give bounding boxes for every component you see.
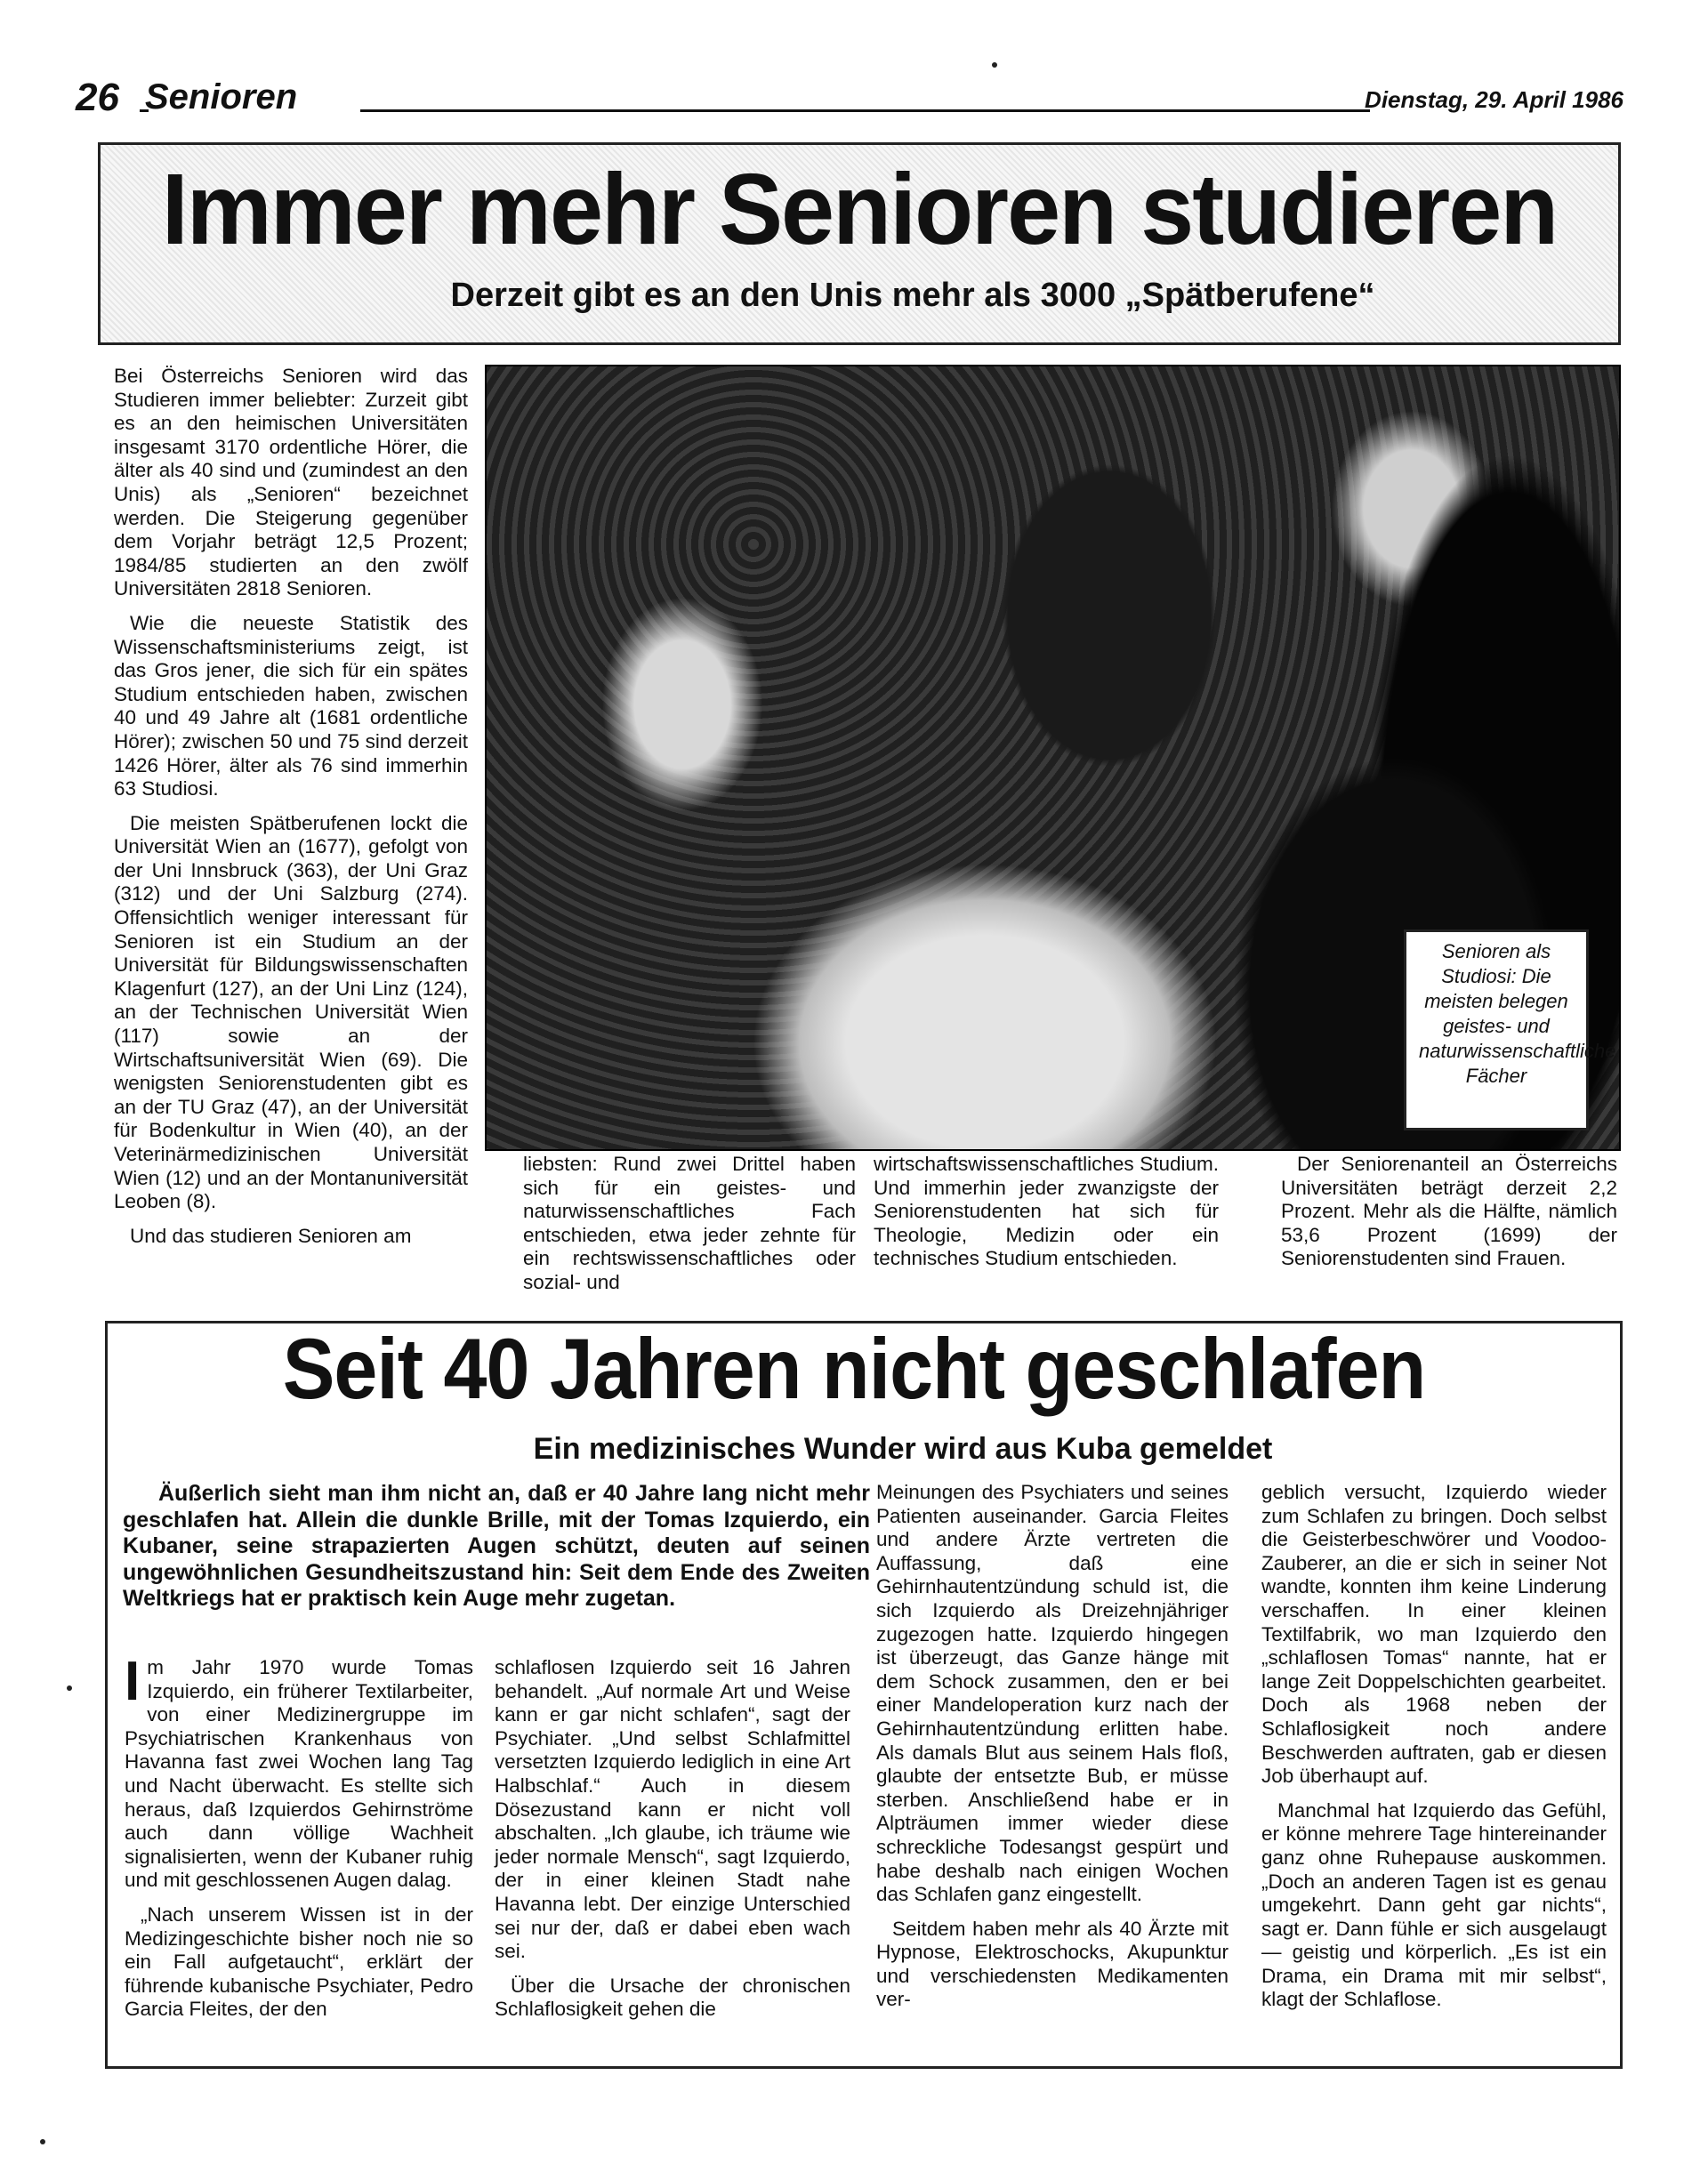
article2-paragraph: schlaflosen Izquierdo seit 16 Jahren behandelt. „Auf normale Art und Weise kann er gar nicht schlafen“, sagt der Psychiater. „Und selbst Schlafmittel versetzten Izquierdo lediglich in eine Art Halbschlaf.“ Auch in diesem Dösezustand kann er nicht voll abschalten. „Ich glaube, ich träume wie jeder normale Mensch“, sagt Izquierdo, der in einer kleinen Stadt nahe Havanna lebt. Der einzige Unterschied sei nur der, daß er dabei eben wach sei. bbox=[495, 1656, 850, 1963]
article2-lead: Äußerlich sieht man ihm nicht an, daß er 40 Jahre lang nicht mehr geschlafen hat. Allein die dunkle Brille, mit der Tomas Izquierdo, ein Kubaner, seine strapazierten Augen schützt, deuten auf seinen ungewöhnlichen Gesundheitszustand hin: Seit dem Ende des Zweiten Weltkriegs hat er praktisch kein Auge mehr zugetan. bbox=[123, 1481, 870, 1611]
article1-column-3 bbox=[874, 1153, 1219, 1282]
article2-column-3 bbox=[876, 1481, 1229, 2023]
scan-speck bbox=[67, 1685, 72, 1691]
article2-paragraph: Über die Ursache der chronischen Schlaflosigkeit gehen die bbox=[495, 1974, 850, 2021]
article1-column-2 bbox=[523, 1153, 856, 1306]
page-header bbox=[76, 76, 1623, 120]
article1-column-4 bbox=[1281, 1153, 1617, 1282]
article1-paragraph: Der Seniorenanteil an Österreichs Universitäten beträgt derzeit 2,2 Prozent. Mehr als die Hälfte, nämlich 53,6 Prozent (1699) der Seniorenstudenten sind Frauen. bbox=[1281, 1153, 1617, 1270]
headline-box bbox=[98, 142, 1621, 345]
article1-paragraph: Und das studieren Senioren am bbox=[130, 1224, 412, 1247]
article2-column-4 bbox=[1261, 1481, 1607, 2023]
article2-column-2 bbox=[495, 1656, 850, 2032]
article2-headline: Seit 40 Jahren nicht geschlafen bbox=[282, 1320, 1426, 1417]
header-rule bbox=[360, 109, 1370, 112]
article1-paragraph: Wie die neueste Statistik des Wissenschaftsministeriums zeigt, ist das Gros jener, die sich für ein spätes Studium entschieden haben, zwischen 40 und 49 Jahre alt (1681 ordentliche Hörer); zwischen 50 und 75 sind derzeit 1426 Hörer, älter als 76 sind immerhin 63 Studiosi. bbox=[114, 611, 468, 800]
photo-caption bbox=[1404, 929, 1616, 1130]
article1-headline: Immer mehr Senioren studieren bbox=[161, 151, 1558, 265]
article1-paragraph: liebsten: Rund zwei Drittel haben sich für ein geistes- und naturwissenschaftliches Fach entschieden, etwa jeder zehnte für ein rechtswissenschaftliches oder sozial- und bbox=[523, 1153, 856, 1293]
scan-speck bbox=[992, 62, 997, 68]
drop-cap: I bbox=[125, 1651, 141, 1712]
article2-paragraph: „Nach unserem Wissen ist in der Medizingeschichte bisher noch nie so ein Fall aufgetaucht“, erklärt der führende kubanische Psychiater, Pedro Garcia Fleites, der den bbox=[125, 1903, 473, 2021]
article2-paragraph: Seitdem haben mehr als 40 Ärzte mit Hypnose, Elektroschocks, Akupunktur und verschiedensten Medikamenten ver- bbox=[876, 1917, 1229, 2011]
article2-paragraph bbox=[125, 1651, 473, 1893]
photo-caption-text: Senioren als Studiosi: Die meisten belegen geistes- und naturwissenschaftliche Fächer bbox=[1419, 940, 1616, 1087]
article2-column-1 bbox=[125, 1651, 473, 2032]
section-title: Senioren bbox=[145, 77, 298, 117]
article2-paragraph: Meinungen des Psychiaters und seines Patienten auseinander. Garcia Fleites und andere Ärzte vertreten die Auffassung, daß eine Gehirnhautentzündung schuld ist, die sich Izquierdo als Dreizehnjähriger zugezogen hatte. Izquierdo hingegen ist überzeugt, das Ganze hänge mit dem Schock zusammen, den er bei einer Mandeloperation kurz nach der Gehirnhautentzündung erlitten habe. Als damals Blut aus seinem Hals floß, glaubte der entsetzte Bub, er müsse sterben. Anschließend habe er in Alpträumen immer wieder diese schreckliche Todesangst gespürt und habe deshalb nach einigen Wochen das Schlafen ganz eingestellt. bbox=[876, 1481, 1229, 1906]
article1-subheadline: Derzeit gibt es an den Unis mehr als 3000 „Spätberufene“ bbox=[450, 277, 1375, 314]
article2-subheadline: Ein medizinisches Wunder wird aus Kuba gemeldet bbox=[533, 1432, 1273, 1466]
article1-paragraph: Bei Österreichs Senioren wird das Studieren immer beliebter: Zurzeit gibt es an den heimischen Universitäten insgesamt 3170 ordentliche Hörer, die älter als 40 sind und (zumindest an den Unis) als „Senioren“ bezeichnet werden. Die Steigerung gegenüber dem Vorjahr beträgt 12,5 Prozent; 1984/85 studierten an den zwölf Universitäten 2818 Senioren. bbox=[114, 365, 468, 600]
publication-date: Dienstag, 29. April 1986 bbox=[1365, 86, 1623, 113]
article2-paragraph: geblich versucht, Izquierdo wieder zum Schlafen zu bringen. Doch selbst die Geisterbeschwörer und Voodoo-Zauberer, an die er sich in seiner Not wandte, konnten ihm keine Linderung verschaffen. In einer kleinen Textilfabrik, wo man Izquierdo den „schlaflosen Tomas“ nannte, hat er lange Zeit Doppelschichten gearbeitet. Doch als 1968 neben der Schlaflosigkeit noch andere Beschwerden auftraten, gab er diesen Job überhaupt auf. bbox=[1261, 1481, 1607, 1788]
article1-column-1 bbox=[114, 365, 468, 1259]
article2-paragraph-text: m Jahr 1970 wurde Tomas Izquierdo, ein früherer Textilarbeiter, von einer Medizinergruppe im Psychiatrischen Krankenhaus von Havanna fast zwei Wochen lang Tag und Nacht überwacht. Es stellte sich heraus, daß Izquierdos Gehirnströme auch dann völlige Wachheit signalisierten, wenn der Kubaner ruhig und mit geschlossenen Augen dalag. bbox=[125, 1656, 473, 1892]
page-number: 26 bbox=[76, 76, 119, 119]
scan-speck bbox=[40, 2139, 45, 2144]
article2-paragraph: Manchmal hat Izquierdo das Gefühl, er könne mehrere Tage hintereinander ganz ohne Ruhepause auskommen. „Doch an anderen Tagen ist es genau umgekehrt. Dann geht gar nichts“, sagt er. Dann fühle er sich ausgelaugt — geistig und körperlich. „Es ist ein Drama, ein Drama mit mir selbst“, klagt der Schlaflose. bbox=[1261, 1798, 1607, 2011]
article1-paragraph: Die meisten Spätberufenen lockt die Universität Wien an (1677), gefolgt von der Uni Innsbruck (363), der Uni Graz (312) und der Uni Salzburg (274). Offensichtlich weniger interessant für Senioren ist ein Studium an der Universität für Bildungswissenschaften Klagenfurt (127), an der Uni Linz (124), an der Technischen Universität Wien (117) sowie an der Wirtschaftsuniversität Wien (69). Die wenigsten Seniorenstudenten gibt es an der TU Graz (47), an der Universität für Bodenkultur in Wien (40), an der Veterinärmedizinischen Universität Wien (12) und an der Montanuniversität Leoben (8). bbox=[114, 811, 468, 1213]
article1-paragraph: wirtschaftswissenschaftliches Studium. Und immerhin jeder zwanzigste der Seniorenstudenten hat sich für Theologie, Medizin oder ein technisches Studium entschieden. bbox=[874, 1153, 1219, 1270]
